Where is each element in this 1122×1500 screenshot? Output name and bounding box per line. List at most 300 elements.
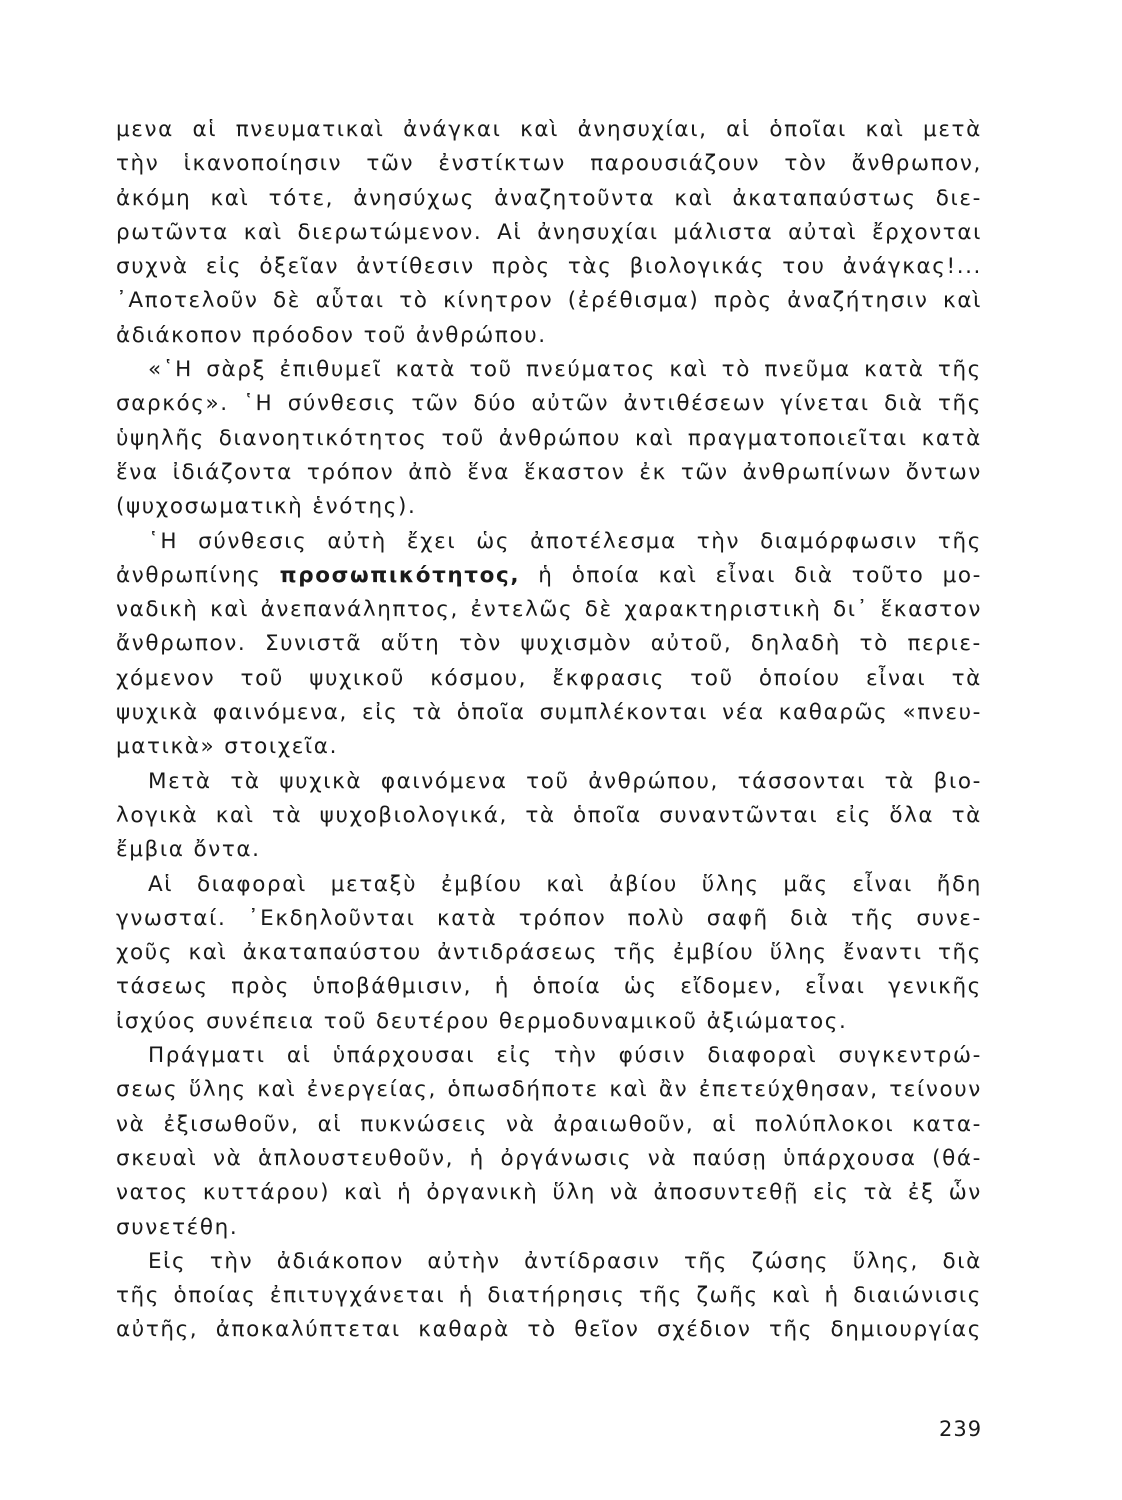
word: ἑνότης).: [312, 494, 417, 520]
word: ψυχισμὸν: [520, 631, 633, 657]
word: εἰς: [835, 802, 872, 828]
word: ζώσης: [751, 1248, 830, 1274]
word: μο-: [942, 562, 982, 588]
word: πολὺ: [627, 905, 686, 931]
word: χόμενον: [116, 665, 216, 691]
word: ἀκαταπαύστως: [732, 185, 917, 211]
word: τείνουν: [889, 1077, 982, 1103]
word: ἐξ: [907, 1180, 935, 1206]
word: αἱ: [286, 1043, 312, 1069]
word: Μετὰ: [148, 768, 212, 794]
word: κίνητρον: [443, 288, 554, 314]
text-line: [116, 182, 982, 216]
word: κατα-: [912, 1111, 982, 1137]
word: ἡ: [397, 1180, 413, 1206]
word: διερωτώμενον.: [297, 219, 483, 245]
text-line: [116, 936, 982, 970]
word: τοῦ: [363, 322, 407, 348]
word: τὸ: [527, 1317, 557, 1343]
word: δημιουργίας: [830, 1317, 982, 1343]
word: πνεύματος: [526, 357, 657, 383]
word: τὰ: [230, 768, 261, 794]
word: ὑψηλῆς: [116, 425, 205, 451]
word: αὗται: [315, 288, 385, 314]
word: ἀντιθέσεων: [623, 391, 766, 417]
word: μεταξὺ: [330, 871, 418, 897]
word: ἀνθρωπίνης: [116, 562, 262, 588]
word: τὰ: [271, 802, 303, 828]
word: αὐταὶ: [788, 219, 858, 245]
word: ἀραιωθοῦν,: [553, 1111, 695, 1137]
word: καὶ: [674, 185, 714, 211]
word: τάσσονται: [737, 768, 866, 794]
word: ὡς: [623, 974, 658, 1000]
word: παρουσιάζουν: [590, 151, 761, 177]
word: ὁποῖα: [456, 700, 526, 726]
word: ἀπὸ: [408, 459, 454, 485]
word: συμπλέκονται: [539, 700, 709, 726]
word: τὸ: [399, 288, 429, 314]
word: πρὸς: [231, 974, 290, 1000]
word: διὰ: [942, 1248, 982, 1274]
word: ὀργανικὴ: [426, 1180, 539, 1206]
text-line: [116, 1005, 982, 1039]
word: εἰς: [496, 1043, 533, 1069]
word: ἤδη: [936, 871, 982, 897]
word: καθαρῶς: [778, 700, 889, 726]
word: νὰ: [647, 1145, 678, 1171]
word: ἁπλουστευθοῦν,: [258, 1145, 455, 1171]
word: τότε,: [268, 185, 335, 211]
word: ὕλης: [769, 940, 828, 966]
word: κυττάρου): [202, 1180, 331, 1206]
word: ἀνθρώπου: [498, 425, 622, 451]
word: τῆς: [851, 905, 895, 931]
text-line: [116, 284, 982, 318]
word: εἴδομεν,: [680, 974, 783, 1000]
word: ἀδιάκοπον: [116, 322, 244, 348]
word: ἀναζήτησιν: [787, 288, 929, 314]
word: συνε-: [916, 905, 982, 931]
word: ἐνστίκτων: [438, 151, 566, 177]
word: πνεῦμα: [764, 357, 851, 383]
word: τῶν: [411, 391, 460, 417]
text-line: [116, 1279, 982, 1313]
text-line: [116, 319, 982, 353]
word: ἀποσυντεθῇ: [653, 1180, 800, 1206]
word: ἡ: [469, 1145, 485, 1171]
word: τὸ: [859, 631, 889, 657]
text-line: [116, 525, 982, 559]
word: τὰ: [951, 665, 982, 691]
text-line: [116, 456, 982, 490]
word: νέα: [722, 700, 765, 726]
word: γίνεται: [780, 391, 870, 417]
text-line: [116, 868, 982, 902]
word: καὶ: [520, 117, 560, 142]
word: τοῦ: [469, 357, 513, 383]
word: δύο: [473, 391, 518, 417]
word: ἀκόμη: [116, 185, 192, 211]
word: ἀνθρωπίνων: [742, 459, 892, 485]
word: διαφοραὶ: [707, 1043, 818, 1069]
text-line: [116, 250, 982, 284]
word: αἱ: [712, 1111, 737, 1137]
word: πυκνώσεις: [360, 1111, 488, 1137]
word: σεως: [116, 1077, 179, 1103]
word: ἀνεπανάληπτος,: [260, 597, 459, 623]
word: ἐπετεύχθησαν,: [698, 1077, 879, 1103]
word: ἕνα: [116, 459, 159, 485]
word: καὶ: [546, 871, 586, 897]
word: ῾Η: [148, 528, 179, 554]
word: ὕλης: [188, 1077, 247, 1103]
bold-term: προσωπικότητος,: [279, 562, 521, 588]
word: καὶ: [210, 185, 250, 211]
word: τὴν: [116, 151, 160, 177]
text-line: [116, 765, 982, 799]
word: ἐκ: [639, 459, 667, 485]
word: σύνθεσις: [198, 528, 308, 554]
word: ψυχικὰ: [116, 700, 199, 726]
word: ναδικὴ: [116, 597, 199, 623]
word: τῆς: [937, 940, 982, 966]
word: ἀδιάκοπον: [276, 1248, 404, 1274]
word: (ἐρέθισμα): [567, 288, 700, 314]
word: Συνιστᾶ: [264, 631, 363, 657]
word: δευτέρου: [376, 1008, 490, 1034]
word: διανοητικότητος: [218, 425, 428, 451]
word: γνωσταί.: [116, 905, 227, 931]
word: ἐξισωθοῦν,: [163, 1111, 300, 1137]
word: μετὰ: [923, 117, 982, 142]
word: μενα: [116, 117, 174, 142]
word: γενικῆς: [888, 974, 982, 1000]
word: ὁποῖα: [573, 802, 642, 828]
word: ὧν: [948, 1180, 982, 1206]
word: συναντῶνται: [659, 802, 819, 828]
page-number: 239: [939, 1417, 983, 1441]
body-text: [116, 113, 982, 1348]
word: ἄνθρωπον.: [116, 631, 247, 657]
word: τοῦ: [526, 768, 570, 794]
word: ὄντων: [905, 459, 982, 485]
text-line: [116, 216, 982, 250]
text-line: [116, 559, 982, 593]
word: τῶν: [680, 459, 729, 485]
text-line: [116, 353, 982, 387]
word: θεῖον: [574, 1317, 640, 1343]
word: ἡ: [494, 974, 510, 1000]
text-line: [116, 1176, 982, 1210]
word: ἀνθρώπου,: [588, 768, 719, 794]
word: ἔχει: [406, 528, 457, 554]
word: δηλαδὴ: [750, 631, 841, 657]
word: νὰ: [213, 1145, 243, 1171]
word: ἀντιδράσεως: [437, 940, 599, 966]
word: τὴν: [553, 1043, 598, 1069]
word: ὁπωσδήποτε: [447, 1077, 599, 1103]
word: πρὸς: [713, 288, 773, 314]
word: σὰρξ: [206, 357, 267, 383]
word: καὶ: [658, 562, 698, 588]
word: τὸ: [721, 357, 751, 383]
word: ἔκφρασις: [552, 665, 665, 691]
word: ὀργάνωσις: [500, 1145, 633, 1171]
word: τῆς: [937, 528, 982, 554]
word: εἰς: [362, 700, 399, 726]
text-line: [116, 799, 982, 833]
word: ὑπάρχουσαι: [332, 1043, 476, 1069]
word: Εἰς: [148, 1248, 187, 1274]
word: καὶ: [344, 1180, 384, 1206]
word: Πράγματι: [148, 1043, 266, 1069]
word: ἔναντι: [842, 940, 923, 966]
text-line: [116, 147, 982, 181]
word: εἶναι: [805, 974, 866, 1000]
word: ὡς: [476, 528, 511, 554]
word: δι᾿: [833, 597, 870, 623]
word: κόσμου,: [430, 665, 528, 691]
word: μάλιστα: [673, 219, 774, 245]
word: τὰ: [412, 700, 443, 726]
word: τὰ: [951, 802, 982, 828]
word: τοῦ: [323, 1008, 368, 1034]
word: ὁποίας: [173, 1283, 257, 1309]
text-line: [116, 1142, 982, 1176]
word: «πνευ-: [902, 700, 982, 726]
word: αἱ: [726, 117, 751, 142]
word: ἐμβίου: [672, 940, 755, 966]
word: ψυχικοῦ: [309, 665, 405, 691]
word: τρόπον: [518, 905, 607, 931]
word: «῾Η: [148, 357, 193, 383]
word: ὄντα.: [193, 837, 261, 863]
word: τῆς: [638, 1283, 683, 1309]
word: ὕλη: [552, 1180, 597, 1206]
word: διατήρησις: [487, 1283, 626, 1309]
word: δὲ: [273, 288, 302, 314]
word: βιολογικάς: [629, 254, 766, 280]
word: αὕτη: [380, 631, 441, 657]
word: ματικὰ»: [116, 734, 216, 760]
word: εἶναι: [852, 871, 913, 897]
word: ἔμβια: [116, 837, 185, 863]
word: ὑποβάθμισιν,: [312, 974, 473, 1000]
word: ὁποία: [571, 562, 641, 588]
word: Αἱ: [148, 871, 174, 897]
word: πολύπλοκοι: [755, 1111, 895, 1137]
word: ἀβίου: [609, 871, 678, 897]
word: ἄνθρωπον,: [851, 151, 982, 177]
word: ψυχικὰ: [279, 768, 363, 794]
word: ᾿Εκδηλοῦνται: [247, 905, 416, 931]
word: συνετέθη.: [116, 1214, 239, 1240]
word: ἀνησυχίαι,: [577, 117, 708, 142]
word: κατὰ: [921, 425, 982, 451]
word: τὸν: [784, 151, 828, 177]
word: ἀνησυχίαι: [537, 219, 659, 245]
word: κατὰ: [395, 357, 456, 383]
word: αὐτοῦ,: [650, 631, 733, 657]
word: σχέδιον: [657, 1317, 752, 1343]
word: ἀξιώματος.: [706, 1008, 848, 1034]
text-line: [116, 1245, 982, 1279]
word: ὁποίου: [758, 665, 841, 691]
word: ἐμβίου: [441, 871, 523, 897]
word: σκευαὶ: [116, 1145, 198, 1171]
word: συνέπεια: [206, 1008, 315, 1034]
word: τῆς: [769, 1317, 814, 1343]
word: θερμοδυναμικοῦ: [498, 1008, 698, 1034]
text-line: [116, 1108, 982, 1142]
word: λογικὰ: [116, 802, 199, 828]
word: ῾Η: [243, 391, 274, 417]
word: καὶ: [257, 1077, 297, 1103]
word: συγκεντρώ-: [838, 1043, 982, 1069]
word: χοῦς: [116, 940, 174, 966]
word: περιε-: [907, 631, 982, 657]
word: ἀκαταπαύστου: [242, 940, 422, 966]
word: ἐνεργείας,: [306, 1077, 437, 1103]
word: στοιχεῖα.: [224, 734, 339, 760]
word: τὰ: [884, 768, 915, 794]
word: ἡ: [458, 1283, 474, 1309]
word: ἔρχονται: [871, 219, 982, 245]
word: ἀντίθεσιν: [356, 254, 475, 280]
word: τὴν: [696, 528, 741, 554]
word: πνευματικαὶ: [235, 117, 385, 142]
word: διὰ: [794, 562, 834, 588]
word: καὶ: [635, 425, 674, 451]
word: ἀνθρώπου.: [415, 322, 547, 348]
word: Αἱ: [497, 219, 523, 245]
word: καθαρὰ: [418, 1317, 510, 1343]
word: αὐτὴ: [327, 528, 387, 554]
word: σαφῆ: [706, 905, 769, 931]
word: καὶ: [188, 940, 228, 966]
text-line: [116, 422, 982, 456]
word: ὕλης: [701, 871, 760, 897]
word: συχνὰ: [116, 254, 189, 280]
word: τοῦτο: [851, 562, 925, 588]
word: ἡ: [538, 562, 554, 588]
word: τοῦ: [690, 665, 734, 691]
word: φαινόμενα: [380, 768, 508, 794]
word: ἀνάγκας!...: [842, 254, 982, 280]
word: ἕκαστον: [523, 459, 626, 485]
word: ἰσχύος: [116, 1008, 198, 1034]
word: ὀξεῖαν: [259, 254, 340, 280]
text-line: [116, 970, 982, 1004]
word: ψυχοβιολογικά,: [319, 802, 508, 828]
word: ἱκανοποίησιν: [183, 151, 343, 177]
word: τὸν: [458, 631, 502, 657]
word: τῆς: [684, 1248, 729, 1274]
text-line: [116, 662, 982, 696]
word: ἀποτέλεσμα: [530, 528, 677, 554]
text-line: [116, 1073, 982, 1107]
word: σύνθεσις: [287, 391, 397, 417]
word: χαρακτηριστικὴ: [624, 597, 822, 623]
word: τὰς: [567, 254, 613, 280]
word: τῆς: [937, 391, 982, 417]
text-line: [116, 627, 982, 661]
word: ὁποία: [532, 974, 602, 1000]
word: ἡ: [824, 1283, 840, 1309]
text-line: [116, 833, 982, 867]
word: καὶ: [943, 288, 982, 314]
word: ἂν: [658, 1077, 689, 1103]
word: εἰς: [813, 1180, 850, 1206]
word: τὰ: [525, 802, 556, 828]
word: ἀναζητοῦντα: [494, 185, 656, 211]
word: ᾿Αποτελοῦν: [116, 288, 259, 314]
word: εἰς: [205, 254, 243, 280]
word: εἶναι: [865, 665, 927, 691]
word: τὴν: [209, 1248, 254, 1274]
word: ζωῆς: [696, 1283, 759, 1309]
word: διαφοραὶ: [197, 871, 307, 897]
word: ὅλα: [889, 802, 935, 828]
word: ὁποῖαι: [769, 117, 847, 142]
word: κατὰ: [436, 905, 498, 931]
word: πραγματοποιεῖται: [687, 425, 908, 451]
text-line: [116, 1039, 982, 1073]
word: πρόοδον: [252, 322, 355, 348]
text-line: [116, 902, 982, 936]
word: τρόπον: [306, 459, 395, 485]
word: αὐτῆς,: [116, 1317, 199, 1343]
text-line: [116, 593, 982, 627]
text-line: [116, 1313, 982, 1347]
word: διὰ: [790, 905, 830, 931]
word: καὶ: [215, 802, 255, 828]
word: διὰ: [884, 391, 924, 417]
word: (θά-: [932, 1145, 982, 1171]
word: τῶν: [366, 151, 415, 177]
word: καὶ: [243, 219, 283, 245]
text-line: [116, 696, 982, 730]
word: αὐτὴν: [427, 1248, 501, 1274]
word: τῆς: [116, 1283, 160, 1309]
word: ἀντίδρασιν: [524, 1248, 661, 1274]
word: παύσῃ: [692, 1145, 768, 1171]
word: καὶ: [669, 357, 709, 383]
word: ἕκαστον: [880, 597, 982, 623]
word: ἰδιάζοντα: [172, 459, 293, 485]
word: εἶναι: [715, 562, 777, 588]
word: ἕνα: [467, 459, 510, 485]
word: νὰ: [505, 1111, 536, 1137]
word: καὶ: [865, 117, 905, 142]
word: καὶ: [609, 1077, 649, 1103]
word: νὰ: [610, 1180, 640, 1206]
word: τάσεως: [116, 974, 209, 1000]
text-line: [116, 113, 982, 147]
word: τοῦ: [240, 665, 284, 691]
word: ἐπιθυμεῖ: [279, 357, 383, 383]
word: σαρκός».: [116, 391, 229, 417]
word: ἀνάγκαι: [403, 117, 502, 142]
word: κατὰ: [864, 357, 925, 383]
text-line: [116, 490, 982, 524]
word: νὰ: [116, 1111, 146, 1137]
word: τῆς: [613, 940, 658, 966]
word: πρὸς: [491, 254, 551, 280]
word: καὶ: [772, 1283, 812, 1309]
word: (ψυχοσωματικὴ: [116, 494, 304, 520]
